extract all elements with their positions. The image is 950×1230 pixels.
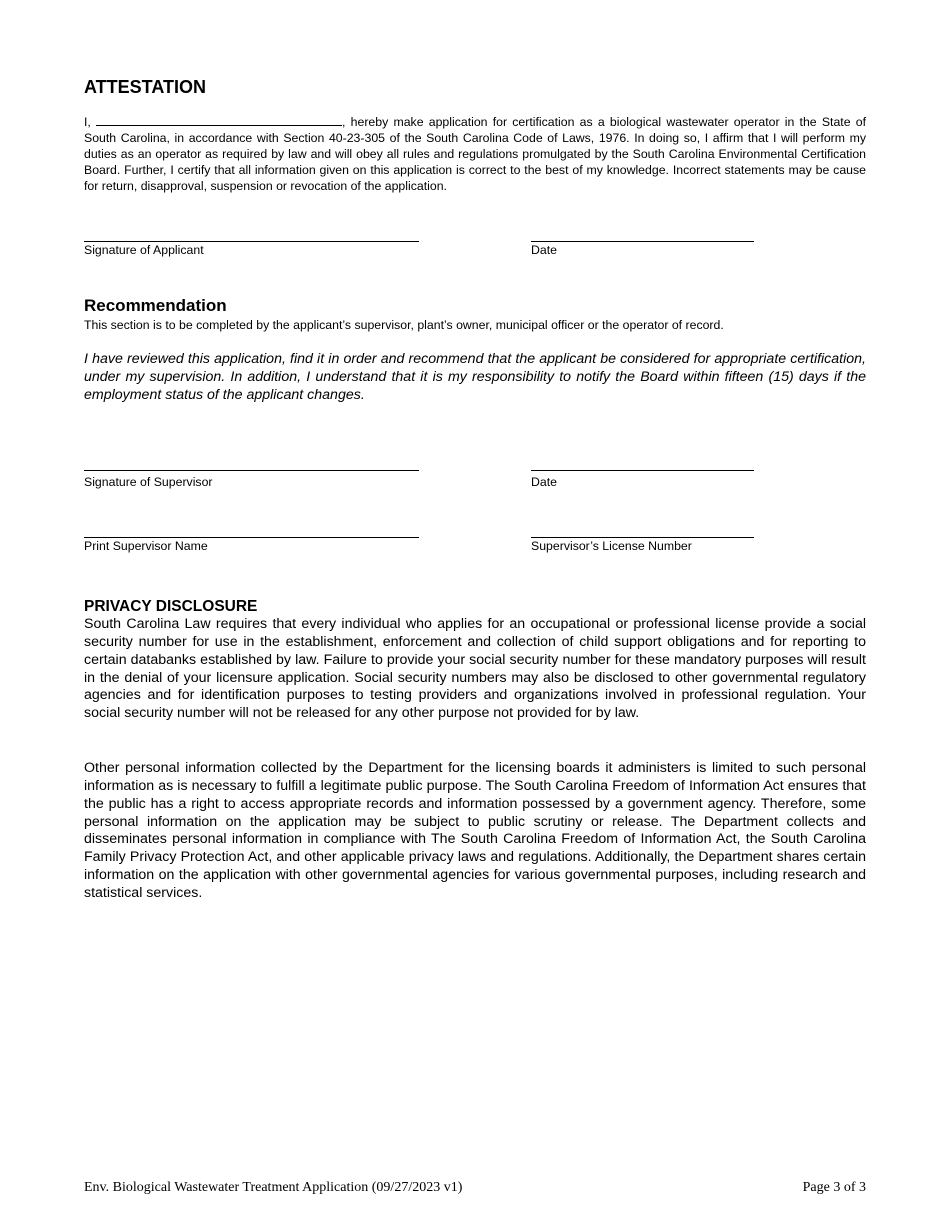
applicant-name-field[interactable]: [96, 114, 342, 126]
recommendation-statement: I have reviewed this application, find it in order and recommend that the applicant be considered for appropriate certification, under my supervision. In addition, I understand that it is my responsibility to notify the Board within fifteen (15) days if the employment status of the applicant changes.: [84, 351, 866, 403]
footer-page-number: Page 3 of 3: [802, 1180, 866, 1195]
print-supervisor-name-label: Print Supervisor Name: [84, 539, 208, 553]
supervisor-signature-line[interactable]: [84, 470, 419, 471]
recommendation-heading: Recommendation: [84, 296, 227, 315]
applicant-signature-label: Signature of Applicant: [84, 243, 204, 257]
privacy-paragraph-1: South Carolina Law requires that every individual who applies for an occupational or professional license provide a social security number for use in the establishment, enforcement and collection of child support obligations and for reporting to certain databanks established by law. Failure to provide your social security number for these mandatory purposes will result in the denial of your licensure application. Social security numbers may also be disclosed to other governmental regulatory agencies and for identification purposes to testing providers and organizations involved in professional regulation. Your social security number will not be released for any other purpose not provided for by law.: [84, 616, 866, 722]
attestation-prefix: I,: [84, 115, 91, 129]
footer-form-name: Env. Biological Wastewater Treatment Application (09/27/2023 v1): [84, 1180, 463, 1195]
supervisor-date-line[interactable]: [531, 470, 754, 471]
attestation-text: , hereby make application for certification as a biological wastewater operator in the State of South Carolina, in accordance with Section 40-23-305 of the South Carolina Code of Laws, 1976. In doing so, I affirm that I will perform my duties as an operator as required by law and will obey all rules and regulations promulgated by the South Carolina Environmental Certification Board. Further, I certify that all information given on this application is correct to the best of my knowledge. Incorrect statements may be cause for return, disapproval, suspension or revocation of the application.: [84, 115, 866, 194]
supervisor-date-label: Date: [531, 475, 557, 489]
applicant-date-label: Date: [531, 243, 557, 257]
supervisor-signature-label: Signature of Supervisor: [84, 475, 213, 489]
privacy-paragraph-2: Other personal information collected by the Department for the licensing boards it administers is limited to such personal information as is necessary to fulfill a legitimate public purpose. The South Carolina Freedom of Information Act ensures that the public has a right to access appropriate records and information possessed by a government agency. Therefore, some personal information on the application may be subject to public scrutiny or release. The Department collects and disseminates personal information in compliance with The South Carolina Freedom of Information Act, the South Carolina Family Privacy Protection Act, and other applicable privacy laws and regulations. Additionally, the Department shares certain information on the application with other governmental agencies for various governmental purposes, including research and statistical services.: [84, 760, 866, 901]
attestation-heading: ATTESTATION: [84, 77, 206, 97]
applicant-date-line[interactable]: [531, 241, 754, 242]
attestation-statement: [84, 114, 866, 194]
recommendation-note: This section is to be completed by the applicant’s supervisor, plant’s owner, municipal officer or the operator of record.: [84, 318, 724, 332]
supervisor-license-label: Supervisor’s License Number: [531, 539, 692, 553]
privacy-heading: PRIVACY DISCLOSURE: [84, 598, 258, 615]
